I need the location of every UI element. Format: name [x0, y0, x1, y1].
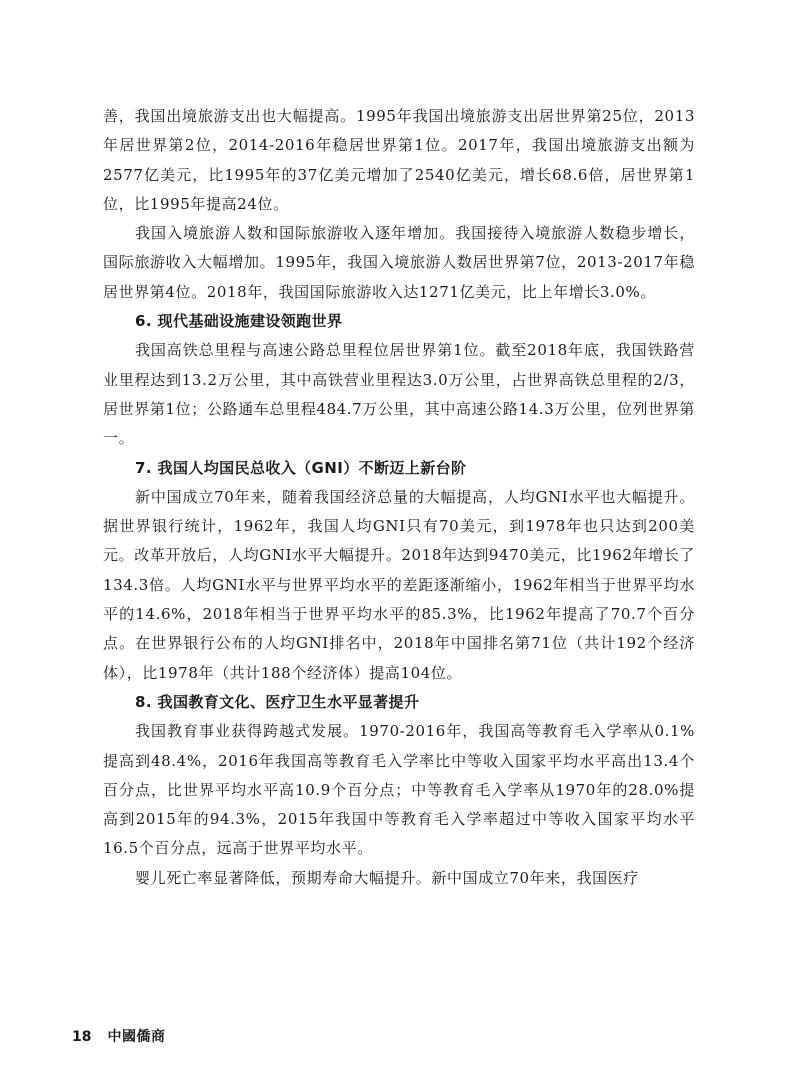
paragraph-education: 我国教育事业获得跨越式发展。1970-2016年，我国高等教育毛入学率从0.1%提高到48.4%，2016年我国高等教育毛入学率比中等收入国家平均水平高出13.4个百分点，比世界平均水平高10.9个百分点；中等教育毛入学率从1970年的28.0%提高到2015年的94.3%，2015年我国中等教育毛入学率超过中等收入国家平均水平16.5个百分点，远高于世界平均水平。	[103, 722, 695, 858]
page-footer	[72, 1026, 165, 1046]
section-heading-infrastructure: 6. 现代基础设施建设领跑世界	[135, 312, 343, 331]
paragraph-infant-mortality: 婴儿死亡率显著降低，预期寿命大幅提升。新中国成立70年来，我国医疗	[135, 868, 639, 887]
page-number: 18	[72, 1029, 92, 1045]
paragraph-infrastructure: 我国高铁总里程与高速公路总里程位居世界第1位。截至2018年底，我国铁路营业里程达到13.2万公里，其中高铁营业里程达3.0万公里，占世界高铁总里程的2/3，居世界第1位；公路通车总里程484.7万公里，其中高速公路14.3万公里，位列世界第一。	[103, 341, 695, 448]
paragraph-gni: 新中国成立70年来，随着我国经济总量的大幅提高，人均GNI水平也大幅提升。据世界银行统计，1962年，我国人均GNI只有70美元，到1978年也只达到200美元。改革开放后，人均GNI水平大幅提升。2018年达到9470美元，比1962年增长了134.3倍。人均GNI水平与世界平均水平的差距逐渐缩小，1962年相当于世界平均水平的14.6%，2018年相当于世界平均水平的85.3%，比1962年提高了70.7个百分点。在世界银行公布的人均GNI排名中，2018年中国排名第71位（共计192个经济体），比1978年（共计188个经济体）提高104位。	[103, 487, 695, 682]
paragraph-inbound-tourism: 我国入境旅游人数和国际旅游收入逐年增加。我国接待入境旅游人数稳步增长，国际旅游收入大幅增加。1995年，我国入境旅游人数居世界第7位，2013-2017年稳居世界第4位。2018年，我国国际旅游收入达1271亿美元，比上年增长3.0%。	[103, 224, 695, 301]
paragraph-outbound-tourism: 善，我国出境旅游支出也大幅提高。1995年我国出境旅游支出居世界第25位，2013年居世界第2位，2014-2016年稳居世界第1位。2017年，我国出境旅游支出额为2577亿美元，比1995年的37亿美元增加了2540亿美元，增长68.6倍，居世界第1位，比1995年提高24位。	[103, 107, 695, 213]
magazine-name: 中國僑商	[107, 1029, 166, 1045]
article-body	[103, 102, 695, 893]
section-heading-gni: 7. 我国人均国民总收入（GNI）不断迈上新台阶	[135, 458, 467, 477]
section-heading-education-health: 8. 我国教育文化、医疗卫生水平显著提升	[135, 692, 420, 711]
